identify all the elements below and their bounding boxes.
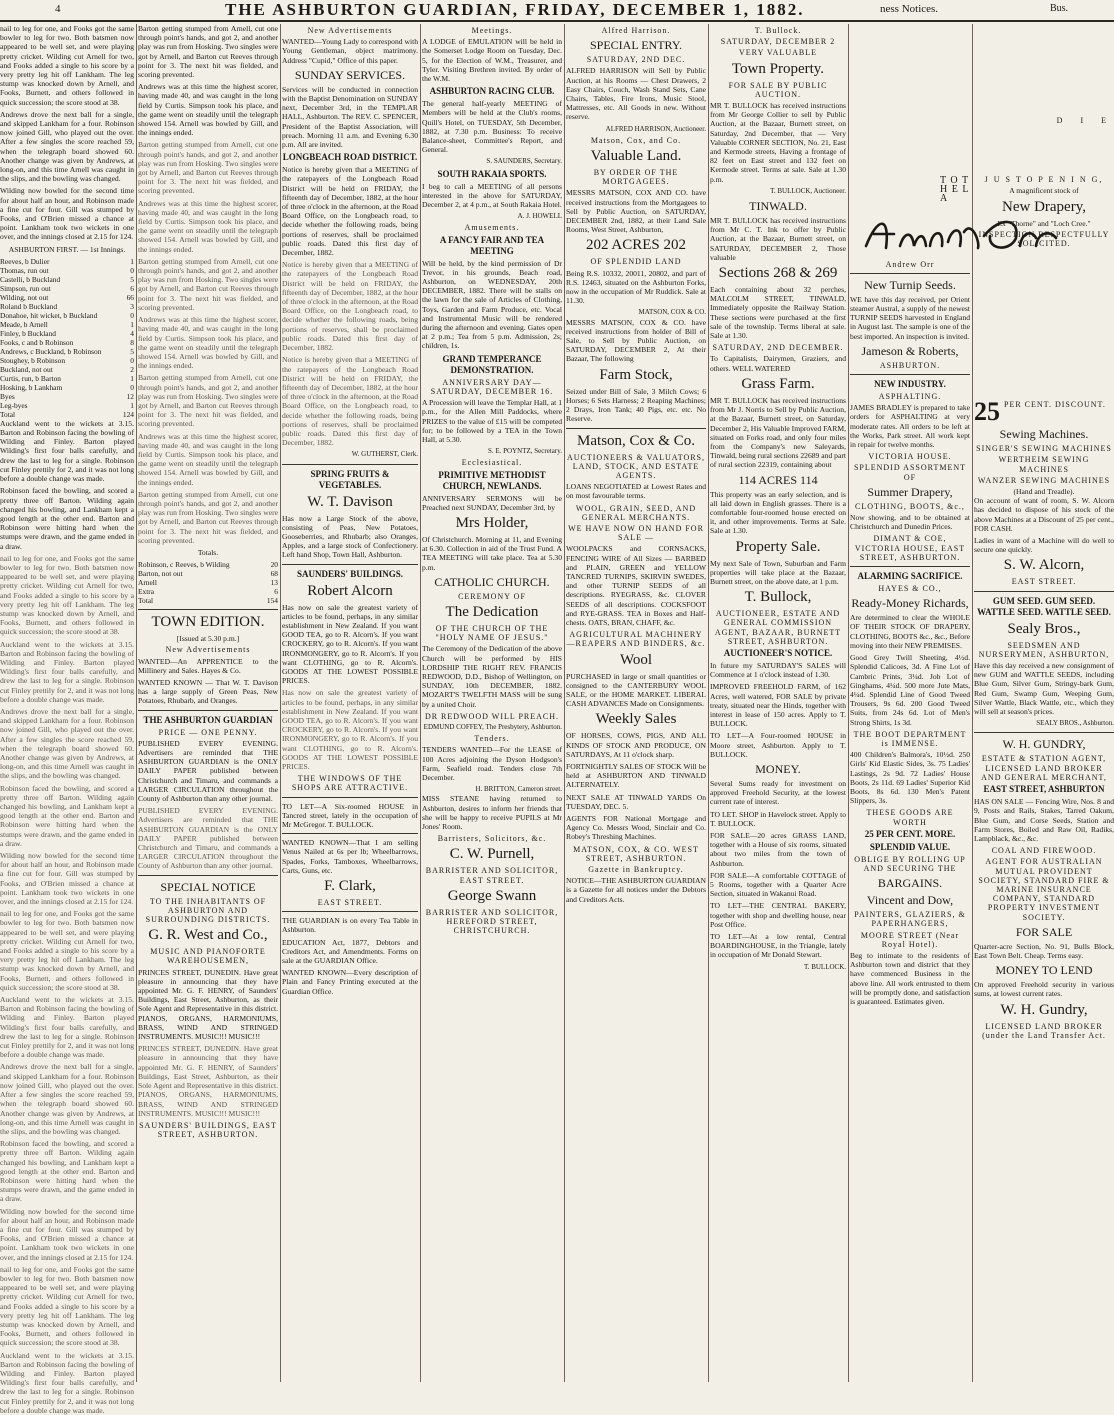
divider: [974, 591, 1114, 592]
stock-list: Seized under Bill of Sale, 3 Milch Cows; 6 Horses; 6 Sets Harness; 2 Reaping Machines; 2 Drays, Iron Tank; 40 Pigs, etc. etc. No Reserve.: [566, 386, 706, 424]
gum-seed-heading: GUM SEED. GUM SEED. WATTLE SEED. WATTLE SEED.: [977, 595, 1111, 617]
acres-202: 202 ACRES 202: [585, 237, 687, 254]
score-row: 66 Wilding, not out: [0, 292, 134, 302]
moore-street: MOORE STREET (Near Royal Hotel).: [860, 930, 960, 949]
score-row: 1 Curtis, run, b Barton: [0, 373, 134, 383]
cricket-text: nail to leg for one, and Fooks got the same bowler to leg for two. Both batsmen now appeared to be well set, and were playing pretty cricket. Wilding cut Arnell for two, and Fooks added a single to his score by a very pretty leg hit off Lankham. The leg stump was knocked down by Arnell, and Fooks, Burnett, and others followed in quick succession; the score stood at 38.: [0, 24, 134, 107]
cottage-sale: FOR SALE—A comfortable COTTAGE of 5 Rooms, together with a Quarter Acre Section, situated in Wakanui Road.: [710, 870, 846, 899]
cricket-text: Auckland went to the wickets at 3.15. Barton and Robinson facing the bowling of Wilding and Finley. Barton played Wilding's first four balls carefully, and drew the last to leg for a single. Robinson cut Finley prettily for 2, and it was not long before a double change was made.: [0, 639, 134, 704]
masthead-right-fragment: ness Notices.: [880, 3, 939, 15]
cricket-text: Auckland went to the wickets at 3.15. Barton and Robinson facing the bowling of Wilding and Finley. Barton played Wilding's first four balls carefully, and drew the last to leg for a single. Robinson cut Finley prettily for 2, and it was not long before a double change was made.: [0, 418, 134, 484]
fortnightly-text: FORTNIGHTLY SALES OF STOCK Will be held at ASHBURTON AND TINWALD ALTERNATELY.: [566, 761, 706, 790]
sewing-heading: Sewing Machines.: [999, 427, 1089, 442]
swann-sub: BARRISTER AND SOLICITOR, HEREFORD STREET, CHRISTCHURCH.: [425, 907, 559, 936]
cricket-text: Robinson faced the bowling, and scored a pretty three off Barton. Wilding again changed his bowling, and Lankham kept a good length at the other end. Barton and Robinson were hitting hard when the stumps were drawn, and the game ended in a draw.: [0, 486, 134, 551]
alcorn-text: Has now on sale the greatest variety of articles to be found, perhaps, in any similar establishment in New Zealand. If you want GOOD TEA, go to R. Alcorn's. If you want CROCKERY, go to R. Alcorn's. If you want IRONMONGERY, go to R. Alcorn's. If you want CLOTHING, go to R. Alcorn's. GOODS AT THE LOWEST POSSIBLE PRICES.: [282, 688, 418, 771]
grass-text: This property was an early selection, and is all laid down in English grasses. There is a comfortable four-roomed house erected on it, and other improvements. Terms at Sale. Sale at 1.30.: [710, 489, 846, 536]
church-of: OF THE CHURCH OF THE "HOLY NAME OF JESUS.": [435, 623, 549, 643]
alarming-heading: ALARMING SACRIFICE.: [857, 571, 963, 582]
masthead-left-fragment: 4: [55, 3, 61, 15]
money-heading: MONEY.: [755, 761, 801, 776]
ceremony-label: CEREMONY OF: [458, 591, 526, 601]
turnip-text: WE have this day received, per Orient steamer Austral, a supply of the newest TURNIP SEEDS harvested in England in August last. The sample is one of the best imported. An inspection is invited.: [850, 294, 970, 341]
fancy-fair-heading: A FANCY FAIR AND TEA MEETING: [439, 234, 545, 256]
oblige-label: OBLIGE BY ROLLING UP AND SECURING THE: [854, 854, 966, 873]
inspection-label: INSPECTION RESPECTFULLY SOLICITED.: [978, 229, 1110, 249]
jameson-name: Jameson & Roberts,: [861, 343, 959, 358]
score-row: 0 Thomas, run out: [0, 265, 134, 275]
longbeach-heading: LONGBEACH ROAD DISTRICT.: [282, 152, 418, 163]
primitive-heading: PRIMITIVE METHODIST CHURCH, NEWLANDS.: [438, 469, 546, 491]
divider: [282, 464, 418, 465]
spacer: [974, 250, 1114, 400]
alcorn-footer: THE WINDOWS OF THE SHOPS ARE ATTRACTIVE.: [291, 774, 409, 793]
wool-heading: Wool: [619, 651, 653, 668]
ad-wanted-lady: WANTED—Young Lady to correspond with Young Gentleman, object matrimony. Address "Cupid," Office of this paper.: [282, 37, 418, 65]
score-row: 0 Stoughey, b Robinson: [0, 355, 134, 365]
holder-name: Mrs Holder,: [455, 514, 529, 531]
grass-intro: To Capitalists, Dairymen, Graziers, and others. WELL WATERED: [710, 354, 846, 373]
dimant-coe: DIMANT & COE, VICTORIA HOUSE, EAST STREET, ASHBURTON.: [854, 534, 966, 562]
tenders-heading: Tenders.: [474, 734, 510, 744]
bullock-heading: T. Bullock.: [754, 26, 802, 35]
barristers-heading: Barristers, Solicitors, &c.: [437, 834, 547, 844]
south-rakaia-text: I beg to call a MEETING of all persons interested in the above for SATURDAY, December 2, at 4 p.m., at South Rakaia Hotel.: [422, 181, 562, 210]
town-property-heading: Town Property.: [731, 60, 825, 77]
alcorn-text: Has now on sale the greatest variety of articles to be found, perhaps, in any similar establishment in New Zealand. If you want GOOD TEA, go to R. Alcorn's. If you want CROCKERY, go to R. Alcorn's. If you want IRONMONGERY, go to R. Alcorn's. If you want CLOTHING, go to R. Alcorn's. GOODS AT THE LOWEST POSSIBLE PRICES.: [282, 602, 418, 686]
guardian-title: THE ASHBURTON GUARDIAN: [143, 714, 273, 725]
score-table: [138, 560, 278, 605]
divider: [850, 273, 970, 274]
cricket-text: Wilding now bowled for the second time for about half an hour, and Robinson made a fine cut for four. Gill was stumped by Fooks, and O'Brien missed a chance at point. Lankham took two wickets in one over, and the innings closed at 2.15 for 124.: [0, 851, 134, 907]
score-table: [0, 257, 134, 419]
amusements-heading: Amusements.: [464, 223, 520, 233]
davison-name: W. T. Davison: [307, 493, 393, 510]
sale-date: SATURDAY, DECEMBER 2: [720, 37, 836, 47]
ad-wanted-venus: WANTED KNOWN—That I am selling Venus Nailed at 6s per lb; Wheelbarrows, Spades, Forks, Tamboxes, Wheelbarrows, Carts, Guns, etc.: [282, 838, 418, 875]
for-sale-text: Quarter-acre Section, No. 91, Bulls Block, East Town Belt. Cheap. Terms easy.: [974, 941, 1114, 960]
temperance-sub: ANNIVERSARY DAY—SATURDAY, DECEMBER 16.: [430, 377, 554, 396]
tinwald-text: MR T. BULLOCK has received instructions from Mr C. T. Ink to offer by Public Auction, at the Bazaar, Burnett street, on SATURDAY, DECEMBER 2, Those valuable: [710, 216, 846, 262]
purnell-sub: BARRISTER AND SOLICITOR, EAST STREET.: [425, 866, 559, 885]
cricket-text: nail to leg for one, and Fooks got the same bowler to leg for two. Both batsmen now appeared to be well set, and were playing pretty cricket. Wilding cut Arnell for two, and Fooks added a single to his score by a very pretty leg hit off Lankham. The leg stump was knocked down by Arnell, and Fooks, Burnett, and others followed in quick succession; the score stood at 38.: [0, 1264, 134, 1348]
town-edition-issued: [Issued at 5.30 p.m.]: [176, 634, 240, 644]
sunday-services-heading: SUNDAY SERVICES.: [294, 67, 406, 82]
boarding-to-let: TO LET—At a low rental, Central BOARDINGHOUSE, in the Triangle, lately in occupation of Mr Donald Stewart.: [710, 932, 846, 960]
guardian-price: PRICE — ONE PENNY.: [158, 727, 258, 737]
money-text: On approved Freehold security in various sums, at lowest current rates.: [974, 980, 1114, 999]
gundry-list: HAS ON SALE — Fencing Wire, Nos. 8 and 9, Posts and Rails, Stakes, Tarred Oakum, Blue Gum, and Corse Seeds, Station and Farm Stores, Boiled and Raw Oil, Radiks, Lampblack, &c., &c.: [974, 797, 1114, 843]
sunday-services-text: Services will be conducted in connection with the Baptist Denomination on SUNDAY next, December 3rd, in the TEMPLAR HALL, Ashburton. The REV. C. SPENCER, President of the Baptist Association, will preach. Morning 11 a.m. and Evening 6.30 p.m. All are invited.: [282, 84, 418, 150]
temperance-heading: GRAND TEMPERANCE DEMONSTRATION.: [442, 353, 542, 375]
ad-guardian-file: THE GUARDIAN is on every Tea Table in Ashburton.: [282, 916, 418, 935]
matson-heading: Matson, Cox, and Co.: [590, 135, 682, 145]
improved-farm: IMPROVED FREEHOLD FARM, of 162 Acres, well watered, FOR SALE by private treaty, situated near the Hinds, together with interest in lease of 150 acres. Apply to T. BULLOCK.: [710, 682, 846, 729]
harrison-text: ALFRED HARRISON will Sell by Public Auction, at his Rooms — Chest Drawers, 2 Easy Chairs, Couch, Wash Stand Sets, Cane Chairs, Tables, Fire Irons, Music Stool, Mattresses, etc. All Goods in new. Without reserve.: [566, 66, 706, 122]
ready-money-heading: Ready-Money Richards,: [851, 596, 969, 611]
score-total: 154 Total: [138, 596, 278, 606]
masthead: [0, 0, 1114, 22]
column-8: [974, 24, 1114, 1382]
ad-education: EDUCATION Act, 1877, Debtors and Creditors Act, and Amendments. Forms on sale at the GUARDIAN Office.: [282, 937, 418, 966]
score-row: 4 Finley, b Buckland: [0, 328, 134, 338]
davison-text: Has now a Large Stock of the above, consisting of Peas, New Potatoes, Gooseberries, and Rhubarb; also Oranges, Apples, and a large stock of Confectionery. Left hand Shop, Town Hall, Ashburton.: [282, 513, 418, 560]
goods-list: WOOLPACKS and CORNSACKS, FENCING WIRE of All Sizes — BARBED and PLAIN, GREEN and YELLOW TANCRED TURNIPS, SKIRVIN SWEDES, and other TURNIP SEEDS of all descriptions. RYEGRASS, &c. CLOVER SEEDS of all descriptions. COCKSFOOT and RYE-GRASS. TEA in Boxes and Half-chests. OATS, BRAN, CHAFF, &c.: [566, 544, 706, 627]
dedication-text: The Ceremony of the Dedication of the above Church will be performed by HIS LORDSHIP THE RIGHT REV. FRANCIS REDWOOD, D.D., Bishop of Wellington, on SUNDAY, 10th DECEMBER, 1882. MOZART'S TWELFTH MASS will be sung by a united Choir.: [422, 644, 562, 709]
score-total: 124 Total: [0, 409, 134, 419]
farm-text: MESSRS MATSON, COX & CO. have received instructions from holder of Bill of Sale, to Sell by Public Auction, on SATURDAY, DECEMBER 2, At their Bazaar, The following: [566, 317, 706, 364]
column-7: [850, 24, 970, 1382]
summer-drapery-heading: Summer Drapery,: [867, 484, 953, 499]
column-rule: [564, 24, 565, 1382]
grass-farm-heading: Grass Farm.: [741, 375, 815, 392]
mortgagees-label: BY ORDER OF THE MORTGAGEES.: [593, 168, 679, 187]
turnip-seeds-heading: New Turnip Seeds.: [864, 277, 956, 292]
fancy-fair-text: Will be held, by the kind permission of Dr Trevor, in his grounds, Beach road, Ashburton, on WEDNESDAY, 20th DECEMBER, 1882. There will be stalls on the lawn for the sale of Articles of Clothing, Toys, Garden and Farm Produce, etc. Vocal and Instrumental Music will be rendered during the afternoon and evening. Gates open at 2 p.m.; Tea from 5 p.m. Admission, 2s; children, 1s.: [422, 258, 562, 351]
money-to-lend-heading: MONEY TO LEND: [995, 963, 1093, 978]
discount-banner: [974, 397, 1114, 427]
new-ads-heading: New Advertisements: [307, 26, 393, 35]
pct-25: 25: [974, 397, 1000, 427]
score-row: 1 Reeves, b Dulier: [0, 256, 134, 266]
longbeach-text: Notice is hereby given that a MEETING of the ratepayers of the Longbeach Road District will be held on FRIDAY, the fifteenth day of December, 1882, at the hour of three o'clock in the afternoon, at the Road Board Office, on the Longbeach road, to decide whether the following roads, being portions of reserves, shall be proclaimed public roads. Dated this first day of December, 1882.: [282, 355, 418, 448]
next-sale-text: NEXT SALE AT TINWALD YARDS On TUESDAY, DEC. 5.: [566, 792, 706, 811]
loans-text: LOANS NEGOTIATED at Lowest Rates and on most favourable terms.: [566, 482, 706, 501]
wool-grain-label: WOOL, GRAIN, SEED, AND GENERAL MERCHANTS.: [575, 503, 697, 522]
spacer: [974, 24, 1114, 114]
bullock-big: T. Bullock,: [744, 589, 812, 606]
gundry-address: EAST STREET, ASHBURTON: [983, 784, 1105, 795]
cricket-text: Wilding now bowled for the second time for about half an hour, and Robinson made a fine cut for four. Gill was stumped by Fooks, and O'Brien missed a chance at point. Lankham took two wickets in one over, and the innings closed at 2.15 for 124.: [0, 186, 134, 242]
for-sale-label: FOR SALE BY PUBLIC AUCTION.: [728, 80, 828, 99]
racing-sign: S. SAUNDERS, Secretary.: [486, 157, 562, 166]
divider: [566, 428, 706, 429]
to-let: TO LET—A Four-roomed HOUSE in Moore street, Ashburton. Apply to T. BULLOCK.: [710, 731, 846, 759]
cricket-text: Barton getting stumped from Arnell, cut one through point's hands, and got 2, and another play was run from Hosking. Two singles were got by Arnell, and Barton cut Reeves through point for 3. The next hit was fielded, and scoring prevented.: [138, 489, 278, 545]
harrison-heading: Alfred Harrison.: [601, 26, 671, 35]
cricket-text: Andrews was at this time the highest scorer, having made 40, and was caught in the long field by Curtis. Simpson took his place, and the game went on steadily until the telegraph showed 154. Arnell was bowled by Gill, and the innings ended.: [138, 198, 278, 254]
to-the-spill: T O T H E L A: [940, 175, 970, 205]
very-valuable: VERY VALUABLE: [739, 48, 817, 58]
dedication-heading: The Dedication: [445, 603, 539, 620]
new-drapery-heading: New Drapery,: [1002, 198, 1086, 215]
cricket-text: Robinson faced the bowling, and scored a pretty three off Barton. Wilding again changed his bowling, and Lankham kept a good length at the other end. Barton and Robinson were hitting hard when the stumps were drawn, and the game ended in a draw.: [0, 783, 134, 848]
score-row: 1 Leg-byes: [0, 400, 134, 410]
score-row: 12 Byes: [0, 391, 134, 401]
divider: [974, 732, 1114, 733]
bullock-sub: AUCTIONEER, ESTATE AND GENERAL COMMISSION AGENT, BAZAAR, BURNETT STREET, ASHBURTON.: [714, 609, 842, 646]
vincent-dow-name: Vincent and Dow,: [866, 893, 954, 908]
wool-text: PURCHASED in large or small quantities or consigned to the CANTERBURY WOOL SALE, or the HOME MARKET. LIBERAL CASH ADVANCES Made on Consignments.: [566, 671, 706, 709]
score-row: 5 Castelli, b Buckland: [0, 274, 134, 284]
cricket-text: Andrews drove the next ball for a single, and skipped Lankham for a four. Robinson now joined Gill, who played out the over. After a few singles the score reached 59, when the telegraph board showed 60. Another change was given by Andrews, at long-on, and this time Arnell was caught in the slips, and the bowling was changed.: [0, 1062, 134, 1136]
score-row: 0 Donahoe, hit wicket, b Buckland: [0, 310, 134, 320]
score-row: 8 Fooks, c and b Robinson: [0, 337, 134, 347]
sealy-sub: SEEDSMEN AND NURSERYMEN, ASHBURTON,: [978, 640, 1110, 659]
agents-text: AGENTS FOR National Mortgage and Agency Co. Messrs Wood, Sinclair and Co. Robey's Threshing Machines.: [566, 814, 706, 842]
ad-wanted-printing: WANTED KNOWN—Every description of Plain and Fancy Printing executed at the Guardian Office.: [282, 968, 418, 996]
sealy-sign: SEALY BROS., Ashburton.: [1036, 719, 1114, 728]
catholic-heading: CATHOLIC CHURCH.: [434, 574, 550, 589]
wanzer-label: WANZER SEWING MACHINES: [977, 475, 1111, 485]
west-text: PRINCES STREET, DUNEDIN. Have great pleasure in announcing that they have appointed Mr. G. F. HENRY, of Saunders' Buildings, East Street, Ashburton, as their Sole Agent and Representative in this district. PIANOS, ORGANS, HARMONIUMS, BRASS, WIND AND STRINGED INSTRUMENTS. MUSIC!!! MUSIC!!!: [138, 1044, 278, 1118]
harrison-sign: ALFRED HARRISON, Auctioneer.: [605, 124, 706, 133]
ex-ships: Ex "Thorne" and "Loch Cree.": [997, 218, 1091, 228]
hayes-label: HAYES & CO.,: [878, 584, 942, 594]
singer-label: SINGER'S SEWING MACHINES: [976, 444, 1112, 454]
cricket-text: nail to leg for one, and Fooks got the same bowler to leg for two. Both batsmen now appeared to be well set, and were playing pretty cricket. Wilding cut Arnell for two, and Fooks added a single to his score by a very pretty leg hit off Lankham. The leg stump was knocked down by Arnell, and Fooks, Burnett, and others followed in quick succession; the score stood at 38.: [0, 553, 134, 637]
harrison-date: SATURDAY, 2ND DEC.: [586, 55, 686, 65]
sections-heading: Sections 268 & 269: [718, 265, 838, 282]
spacer: [850, 24, 970, 174]
sale-date: SATURDAY, 2ND DECEMBER.: [712, 343, 844, 353]
west-text: PRINCES STREET, DUNEDIN. Have great pleasure in announcing that they have appointed Mr. G. F. HENRY, of Saunders' Buildings, East Street, Ashburton, as their Sole Agent and Representative in this district. PIANOS, ORGANS, HARMONIUMS, BRASS, WIND AND STRINGED INSTRUMENTS. MUSIC!!! MUSIC!!!: [138, 967, 278, 1042]
property-text: My next Sale of Town, Suburban and Farm properties will take place at the Bazaar, Burnett street, on the above date, at 1 p.m.: [710, 558, 846, 586]
property-sale-heading: Property Sale.: [735, 538, 821, 555]
gundry-sub: ESTATE & STATION AGENT, LICENSED LAND BROKER AND GENERAL MERCHANT,: [981, 754, 1107, 782]
score-row: 68 Barton, not out: [138, 569, 278, 579]
divider: [850, 374, 970, 375]
score-heading: ASHBURTON FIRST. — 1st Innings.: [8, 244, 126, 254]
racing-heading: ASHBURTON RACING CLUB.: [429, 86, 555, 97]
divider: [282, 564, 418, 565]
score-row: 6 Simpson, run out: [0, 283, 134, 293]
auctioneer-notice-text: In future my SATURDAY'S SALES will Commence at 1 o'clock instead of 1.30.: [710, 660, 846, 680]
pct-more: 25 PER CENT. MORE.: [864, 828, 956, 839]
auctioneers-label: AUCTIONEERS & VALUATORS, LAND, STOCK, AND ESTATE AGENTS.: [566, 452, 705, 480]
column-3: [282, 24, 418, 1382]
score-row: 5 Andrews, c Buckland, b Robinson: [0, 346, 134, 356]
boot-dept: THE BOOT DEPARTMENT is IMMENSE.: [853, 729, 967, 748]
spring-fruits-heading: SPRING FRUITS & VEGETABLES.: [310, 468, 390, 490]
scattered-letters: D I E: [1056, 116, 1114, 125]
auctioneer-notice-heading: AUCTIONEER'S NOTICE.: [723, 647, 833, 658]
farm-stock-heading: Farm Stock,: [599, 366, 673, 383]
weekly-sales-heading: Weekly Sales: [595, 711, 677, 728]
alcorn-name: S. W. Alcorn,: [1003, 557, 1085, 574]
cricket-text: Andrews was at this time the highest scorer, having made 40, and was caught in the long field by Curtis. Simpson took his place, and the game went on steadily until the telegraph showed 154. Arnell was bowled by Gill, and the innings ended.: [138, 82, 278, 138]
cricket-text: Andrews was at this time the highest scorer, having made 40, and was caught in the long field by Curtis. Simpson took his place, and the game went on steadily until the telegraph showed 154. Arnell was bowled by Gill, and the innings ended.: [138, 315, 278, 371]
special-entry-heading: SPECIAL ENTRY.: [589, 38, 682, 53]
magnificent-label: A magnificent stock of: [1009, 186, 1079, 196]
bakery-to-let: TO LET—THE CENTRAL BAKERY, together with shop and dwelling house, near Post Office.: [710, 901, 846, 929]
wertheim-label: WERTHEIM SEWING MACHINES: [998, 455, 1090, 474]
meetings-heading: Meetings.: [471, 26, 513, 35]
alcorn-name: Robert Alcorn: [307, 582, 393, 599]
cricket-text: Andrews was at this time the highest scorer, having made 40, and was caught in the long field by Curtis. Simpson took his place, and the game went on steadily until the telegraph showed 154. Arnell was bowled by Gill, and the innings ended.: [138, 431, 278, 487]
richards-text: Are determined to clear the WHOLE OF THEIR STOCK OF DRAPERY, CLOTHING, BOOTS &c., &c., Before moving into their NEW PREMISES.: [850, 613, 971, 650]
temperance-sign: S. E. POYNTZ, Secretary.: [487, 447, 562, 456]
score-row: 3 Roland b Buckland: [0, 301, 134, 311]
agent-for: AGENT FOR AUSTRALIAN MUTUAL PROVIDENT SOCIETY, STANDARD FIRE & MARINE INSURANCE COMPANY, STANDARD PROPERTY INVESTMENT SOCIETY.: [978, 857, 1110, 922]
steane-notice: MISS STEANE having returned to Ashburton, desires to inform her friends that she will be happy to receive PUPILS at Mr Jones' Room.: [422, 794, 562, 831]
south-rakaia-sign: A. J. HOWELL: [517, 212, 562, 221]
primitive-sub: ANNIVERSARY SERMONS will be Preached next SUNDAY, December 3rd, by: [422, 493, 562, 512]
west-sub: MUSIC AND PIANOFORTE WAREHOUSEMEN,: [150, 947, 266, 966]
cricket-text: Wilding now bowled for the second time for about half an hour, and Robinson made a fine cut for four. Gill was stumped by Fooks, and O'Brien missed a chance at point. Lankham took two wickets in one over, and the innings closed at 2.15 for 124.: [0, 1206, 134, 1262]
gazette-notice: NOTICE—THE ASHBURTON GUARDIAN is a Gazette for all notices under the Debtors and Creditors Acts.: [566, 876, 706, 904]
column-rule: [708, 24, 709, 1382]
column-rule: [136, 24, 137, 1382]
divider: [282, 833, 418, 834]
saunders-heading: SAUNDERS' BUILDINGS.: [296, 568, 404, 579]
divider: [850, 566, 970, 567]
column-1-cricket-report: [0, 24, 134, 1415]
purnell-name: C. W. Purnell,: [449, 846, 535, 863]
agri-label: AGRICULTURAL MACHINERY—REAPERS AND BINDERS, &c.: [566, 630, 706, 649]
ad-to-let: TO LET—A Six-roomed HOUSE in Tancred street, lately in the occupation of Mr McGregor. T. BULLOCK.: [282, 801, 418, 830]
splendid-land: OF SPLENDID LAND: [590, 257, 682, 267]
special-notice-sub: TO THE INHABITANTS OF ASHBURTON AND SURROUNDING DISTRICTS.: [145, 896, 271, 925]
grass-text: MR T. BULLOCK has received instructions from Mr J. Norris to Sell by Public Auction, at the Bazaar, Burnett street, on Saturday, December 2, His Valuable Improved FARM, situated on Forks road, and only four miles from the Company's new Saleyards, Tinwald, being rural sections 22689 and part of rural section 22319, containing about: [710, 395, 846, 470]
redwood-preach: DR REDWOOD WILL PREACH.: [424, 711, 560, 721]
south-rakaia-heading: SOUTH RAKAIA SPORTS.: [437, 168, 547, 179]
summer-text: Now showing, and to be obtained at Christchurch and Dunedin Prices.: [850, 513, 970, 532]
price-list: Good Grey Twill Sheeting, 4½d. Splendid Calicoes, 3d. A Fine Lot of Cambric Prints, 3¼d. Job Lot of Ginghams, 4¼d. 500 more Jute Mats, 4¼d. Splendid Line of Good Tweed Trousers, 9s 6d. 200 Good Tweed Suits, from 24s 6d. Lot of Men's Strong Shirts, 1s 3d.: [850, 653, 970, 727]
column-rule: [420, 24, 421, 1382]
matson-text: Being R.S. 10332, 20011, 20802, and part of R.S. 12463, situated on the Ashburton Forks, now in the occupation of Mr Ruddick. Sale at 11.30.: [566, 268, 706, 306]
racing-text: The general half-yearly MEETING of Members will be held at the Club's rooms, Quill's Hotel, on TUESDAY, 5th December, 1882, at 7.30 p.m. Business: To receive Balance-sheet, Committee's Report, and General.: [422, 99, 562, 155]
sealy-name: Sealy Bros.,: [1007, 620, 1081, 637]
column-2: [138, 24, 278, 1382]
to-let: TO LET. SHOP in Havelock street. Apply to T. BULLOCK.: [710, 809, 846, 828]
pct-discount: PER CENT. DISCOUNT.: [1004, 400, 1106, 410]
for-sale: FOR SALE—20 acres GRASS LAND, together with a House of six rooms, situated about two miles from the town of Ashburton.: [710, 831, 846, 868]
gazette-heading: Gazette in Bankruptcy.: [588, 865, 684, 875]
asphalting-label: ASPHALTING.: [878, 392, 942, 402]
matson-sign: MATSON, COX & CO.: [638, 308, 706, 317]
divider: [138, 710, 278, 711]
hand-treadle: (Hand and Treadle).: [1013, 487, 1075, 497]
cricket-text: Andrews drove the next ball for a single, and skipped Lankham for a four. Robinson now joined Gill, who played out the over. After a few singles the score reached 59, when the telegraph board showed 60. Another change was given by Andrews, at long-on, and this time Arnell was caught in the slips, and the bowling was changed.: [0, 706, 134, 781]
sealy-text: Have this day received a new consignment of new GUM and WATTLE SEEDS, including Blue Gum, Silver Gum, Stringy-bark Gum, Red Gum, Swamp Gum, Weeping Gum, Silver Wattle, Black Wattle, etc., which they will sell at season's prices.: [974, 661, 1114, 717]
masthead-page-fragment: Bus.: [1050, 3, 1069, 14]
removal-text: On account of want of room, S. W. Alcorn has decided to dispose of his stock of the above Machines at a Discount of 25 per cent., FOR CASH.: [974, 496, 1114, 533]
acres-114: 114 ACRES 114: [738, 472, 818, 487]
special-notice-heading: SPECIAL NOTICE: [160, 879, 256, 894]
longbeach-sign: W. GUTHERST, Clerk.: [351, 450, 418, 459]
column-6: [710, 24, 846, 1382]
column-4: [422, 24, 562, 1382]
clark-name: F. Clark,: [324, 878, 376, 895]
longbeach-text: Notice is hereby given that a MEETING of the ratepayers of the Longbeach Road District will be held on FRIDAY, the fifteenth day of December, 1882, at the hour of three o'clock in the afternoon, at the Road Board Office, on the Longbeach road, to decide whether the following roads, being portions of reserves, shall be proclaimed public roads. Dated this first day of December, 1882.: [282, 165, 418, 258]
ecclesiastical-heading: Ecclesiastical.: [461, 458, 523, 468]
divider: [282, 797, 418, 798]
industry-heading: NEW INDUSTRY.: [874, 379, 946, 390]
cricket-text: Barton getting stumped from Arnell, cut one through point's hands, and got 2, and another play was run from Hosking. Two singles were got by Arnell, and Barton cut Reeves through point for 3. The next hit was fielded, and scoring prevented.: [138, 373, 278, 429]
column-rule: [280, 24, 281, 1382]
just-opening: J U S T O P E N I N G,: [984, 175, 1104, 185]
tender-text: TENDERS WANTED—For the LEASE of 100 Acres adjoining the Dyson Hodgson's Farm, Seafield road. Tenders close 7th December.: [422, 745, 562, 782]
boot-list: 400 Children's Balmora's, 10½d. 250 Girls' Kid Elastic Sides, 3s. 75 Ladies' Lastings, 2s 9d. 72 Ladies' House Boots, 2s 11d. 69 Ladies' Superior Kid Boots, 8s 6d. 130 Men's Patent Slippers, 3s.: [850, 750, 970, 806]
score-row: 6 Extra: [138, 587, 278, 597]
splendid-assortment: SPLENDID ASSORTMENT OF: [853, 463, 967, 482]
cricket-text: Auckland went to the wickets at 3.15. Barton and Robinson facing the bowling of Wilding and Finley. Barton played Wilding's first four balls carefully, and drew the last to leg for a single. Robinson cut Finley prettily for 2, and it was not long before a double change was made.: [0, 1350, 134, 1415]
score-row: 13 Arnell: [138, 578, 278, 588]
column-5: [566, 24, 706, 1382]
longbeach-text: Notice is hereby given that a MEETING of the ratepayers of the Longbeach Road District will be held on FRIDAY, the fifteenth day of December, 1882, at the hour of three o'clock in the afternoon, at the Road Board Office, on the Longbeach road, to decide whether the following roads, being portions of reserves, shall be proclaimed public roads. Dated this first day of December, 1882.: [282, 260, 418, 353]
coal-label: COAL AND FIREWOOD.: [991, 846, 1097, 856]
cricket-text: Barton getting stumped from Arnell, cut one through point's hands, and got 2, and another play was run from Hosking. Two singles were got by Arnell, and Barton cut Reeves through point for 3. The next hit was fielded, and scoring prevented.: [138, 140, 278, 196]
score-heading: Totals.: [197, 547, 219, 557]
new-ads-heading: New Advertisements: [165, 645, 251, 655]
cricket-text: Andrews drove the next ball for a single, and skipped Lankham for a four. Robinson now joined Gill, who played out the over. After a few singles the score reached 59, when the telegraph board showed 60. Another change was given by Andrews, at long-on, and this time Arnell was caught in the slips, and the bowling was changed.: [0, 109, 134, 184]
for-sale-heading: FOR SALE: [1015, 924, 1073, 939]
tinwald-heading: TINWALD.: [749, 199, 807, 214]
cricket-text: nail to leg for one, and Fooks got the same bowler to leg for two. Both batsmen now appeared to be well set, and were playing pretty cricket. Wilding cut Arnell for two, and Fooks added a single to his score by a very pretty leg hit off Lankham. The leg stump was knocked down by Arnell, and Fooks, Burnett, and others followed in quick succession; the score stood at 38.: [0, 909, 134, 992]
score-row: 20 Robinson, c Reeves, b Wilding: [138, 560, 278, 570]
dedication-sign: EDMUND COFFEY, The Presbytery, Ashburton.: [423, 722, 562, 731]
holder-text: Of Christchurch. Morning at 11, and Evening at 6.30. Collection in aid of the Trust Fund. A TEA MEETING will take place. Tea at 5.30 p.m.: [422, 534, 562, 572]
spacer: [974, 127, 1114, 173]
goods-worth: THESE GOODS ARE WORTH: [866, 808, 954, 827]
ad-apprentice: WANTED—An APPRENTICE to the Millinery and Sales. Hayes & Co.: [138, 656, 278, 675]
score-row: 1 Meade, b Arnell: [0, 319, 134, 329]
valuable-land-heading: Valuable Land.: [590, 148, 682, 165]
lodge-notice: A LODGE of EMULATION will be held in the Somerset Lodge Room on Tuesday, Dec. 5, for the Election of W.M., Treasurer, and Tyler. Visiting Brethren invited. By order of the W.M.: [422, 37, 562, 84]
guardian-text: PUBLISHED EVERY EVENING. Advertisers are reminded that THE ASHBURTON GUARDIAN is the ONLY DAILY PAPER published between Christchurch and Timaru, and commands a LARGER CIRCULATION throughout the County of Ashburton than any other journal.: [138, 806, 278, 871]
cricket-text: Barton getting stumped from Arnell, cut one through point's hands, and got 2, and another play was run from Hosking. Two singles were got by Arnell, and Barton cut Reeves through point for 3. The next hit was fielded, and scoring prevented.: [138, 24, 278, 80]
matson-text: MESSRS MATSON, COX AND CO. have received instructions from the Mortgagees to Sell by Public Auction, on SATURDAY, DECEMBER 2nd, 1882, at their Land Sale Rooms, West Street, Ashburton,: [566, 188, 706, 235]
jameson-sub: ASHBURTON.: [879, 360, 941, 370]
vincent-text: Beg to intimate to the residents of Ashburton town and district that they have commenced Business in the above line. All work entrusted to them will be promptly done, and satisfaction is guaranteed. Estimates given.: [850, 950, 970, 1006]
divider: [138, 875, 278, 876]
temperance-text: A Procession will leave the Templar Hall, at 1 p.m., for the Allen Mill Paddocks, where PRIZES to the value of £15 will be competed for; to be followed by a TEA in the Town Hall, at 5.30.: [422, 398, 562, 444]
town-edition-heading: TOWN EDITION.: [151, 614, 265, 631]
bullock-sign: T. BULLOCK, Auctioneer.: [770, 186, 846, 195]
industry-text: JAMES BRADLEY is prepared to take orders for ASPHALTING at very moderate rates. All orders to be left at the Works, Park street. All work kept in repair for twelve months.: [850, 403, 970, 450]
tender-sign: H. BRITTON, Cameron street.: [475, 785, 562, 794]
bargains-heading: BARGAINS.: [877, 876, 943, 891]
bullock-text: MR T. BULLOCK has received instructions from Mr George Collier to sell by Public Auction, at the Bazaar, Burnett street, on Saturday, 2nd December, that — Very Valuable CORNER SECTION, No. 21, East and Kermode streets, Having a frontage of 82 feet on East street and 132 feet on Kermode street. Terms at sale. Sale at 1.30 p.m.: [710, 101, 846, 184]
cricket-text: Robinson faced the bowling, and scored a pretty three off Barton. Wilding again changed his bowling, and Lankham kept a good length at the other end. Barton and Robinson were hitting hard when the stumps were drawn, and the game ended in a draw.: [0, 1139, 134, 1204]
vincent-sub: PAINTERS, GLAZIERS, & PAPERHANGERS,: [854, 910, 966, 929]
score-row: 0 Hosking, b Lankham: [0, 382, 134, 392]
west-name: G. R. West and Co.,: [148, 927, 268, 944]
weekly-text: OF HORSES, COWS, PIGS, AND ALL KINDS OF STOCK AND PRODUCE, ON SATURDAYS, At 11 o'clock sharp.: [566, 731, 706, 759]
cricket-text: Barton getting stumped from Arnell, cut one through point's hands, and got 2, and another play was run from Hosking. Two singles were got by Arnell, and Barton cut Reeves through point for 3. The next hit was fielded, and scoring prevented.: [138, 256, 278, 312]
ad-wanted-known: WANTED KNOWN — That W. T. Davison has a large supply of Green Peas, New Potatoes, Rhubarb, and Oranges.: [138, 677, 278, 706]
gundry-name: W. H. GUNDRY,: [1002, 737, 1086, 752]
east-street: EAST STREET.: [1011, 577, 1077, 587]
ladies-text: Ladies in want of a Machine will do well to secure one quickly.: [974, 536, 1114, 555]
gundry-footer: LICENSED LAND BROKER (under the Land Transfer Act.: [982, 1021, 1106, 1040]
divider: [282, 911, 418, 912]
summer-sub: CLOTHING, BOOTS, &c.,: [855, 501, 965, 511]
west-footer: SAUNDERS' BUILDINGS, EAST STREET, ASHBURTON.: [139, 1120, 277, 1140]
swann-name: George Swann: [447, 887, 537, 904]
victoria-house: VICTORIA HOUSE.: [868, 452, 952, 462]
score-row: 2 Buckland, not out: [0, 364, 134, 374]
guardian-text: PUBLISHED EVERY EVENING. Advertisers are reminded that THE ASHBURTON GUARDIAN is the ONLY DAILY PAPER published between Christchurch and Timaru, and commands a LARGER CIRCULATION throughout the County of Ashburton than any other journal.: [138, 738, 278, 804]
clark-street: EAST STREET.: [317, 898, 383, 908]
masthead-title: THE ASHBURTON GUARDIAN, FRIDAY, DECEMBER 1, 1882.: [225, 0, 805, 19]
bullock-sign: T. BULLOCK.: [803, 962, 846, 971]
matson-sign2: MATSON, COX, & CO. WEST STREET, ASHBURTON.: [573, 844, 699, 863]
money-text: Several Sums ready for investment on approved Freehold Security, at the lowest current rate of interest.: [710, 778, 846, 807]
column-rule: [848, 24, 849, 1382]
sections-text: Each containing about 32 perches, MALCOLM STREET, TINWALD, Immediately opposite the Railway Station. These sections were purchased at the first sale of the township. Terms liberal at sale. Sale at 1.30.: [710, 285, 846, 341]
divider: [138, 609, 278, 610]
matson-big: Matson, Cox & Co.: [577, 432, 695, 449]
cricket-text: Auckland went to the wickets at 3.15. Barton and Robinson facing the bowling of Wilding and Finley. Barton played Wilding's first four balls carefully, and drew the last to leg for a single. Robinson cut Finley prettily for 2, and it was not long before a double change was made.: [0, 995, 134, 1060]
signature-caption: Andrew Orr: [885, 259, 935, 269]
gundry-big: W. H. Gundry,: [1000, 1001, 1088, 1018]
splendid-value: SPLENDID VALUE.: [869, 841, 951, 852]
have-now-label: WE HAVE NOW ON HAND FOR SALE —: [568, 523, 704, 543]
